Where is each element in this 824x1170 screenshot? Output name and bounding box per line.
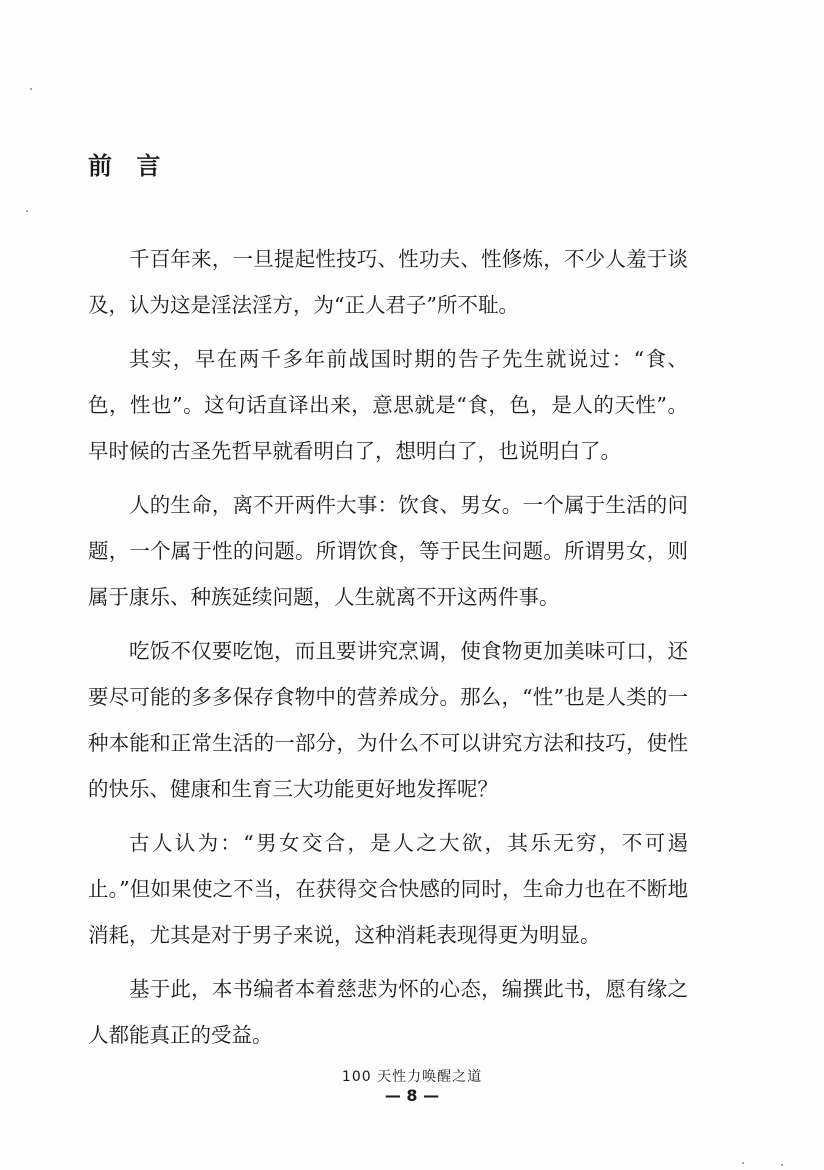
paragraph-6: 基于此，本书编者本着慈悲为怀的心态，编撰此书，愿有缘之人都能真正的受益。 [88, 977, 688, 1047]
page-heading: 前 言 [88, 151, 169, 180]
scan-speck [742, 1162, 744, 1164]
body-text [88, 236, 688, 1066]
paragraph-5: 古人认为：“男女交合，是人之大欲，其乐无穷，不可遏止。”但如果使之不当，在获得交合快感的同时，生命力也在不断地消耗，尤其是对于男子来说，这种消耗表现得更为明显。 [88, 831, 688, 947]
paragraph-1: 千百年来，一旦提起性技巧、性功夫、性修炼，不少人羞于谈及，认为这是淫法淫方，为“正人君子”所不耻。 [88, 247, 688, 317]
footer-page-number: — 8 — [384, 1086, 440, 1105]
scan-speck [26, 210, 28, 212]
footer-book-title: 100 天性力唤醒之道 [341, 1069, 483, 1085]
scan-speck [30, 88, 32, 90]
paragraph-3: 人的生命，离不开两件大事：饮食、男女。一个属于生活的问题，一个属于性的问题。所谓饮食，等于民生问题。所谓男女，则属于康乐、种族延续问题，人生就离不开这两件事。 [88, 493, 688, 609]
scan-speck [781, 1164, 783, 1166]
paragraph-2: 其实，早在两千多年前战国时期的告子先生就说过：“食、色，性也”。这句话直译出来，意思就是“食，色，是人的天性”。早时候的古圣先哲早就看明白了，想明白了，也说明白了。 [88, 347, 688, 463]
paragraph-4: 吃饭不仅要吃饱，而且要讲究烹调，使食物更加美味可口，还要尽可能的多多保存食物中的营养成分。那么，“性”也是人类的一种本能和正常生活的一部分，为什么不可以讲究方法和技巧，使性的快乐、健康和生育三大功能更好地发挥呢？ [88, 639, 688, 801]
